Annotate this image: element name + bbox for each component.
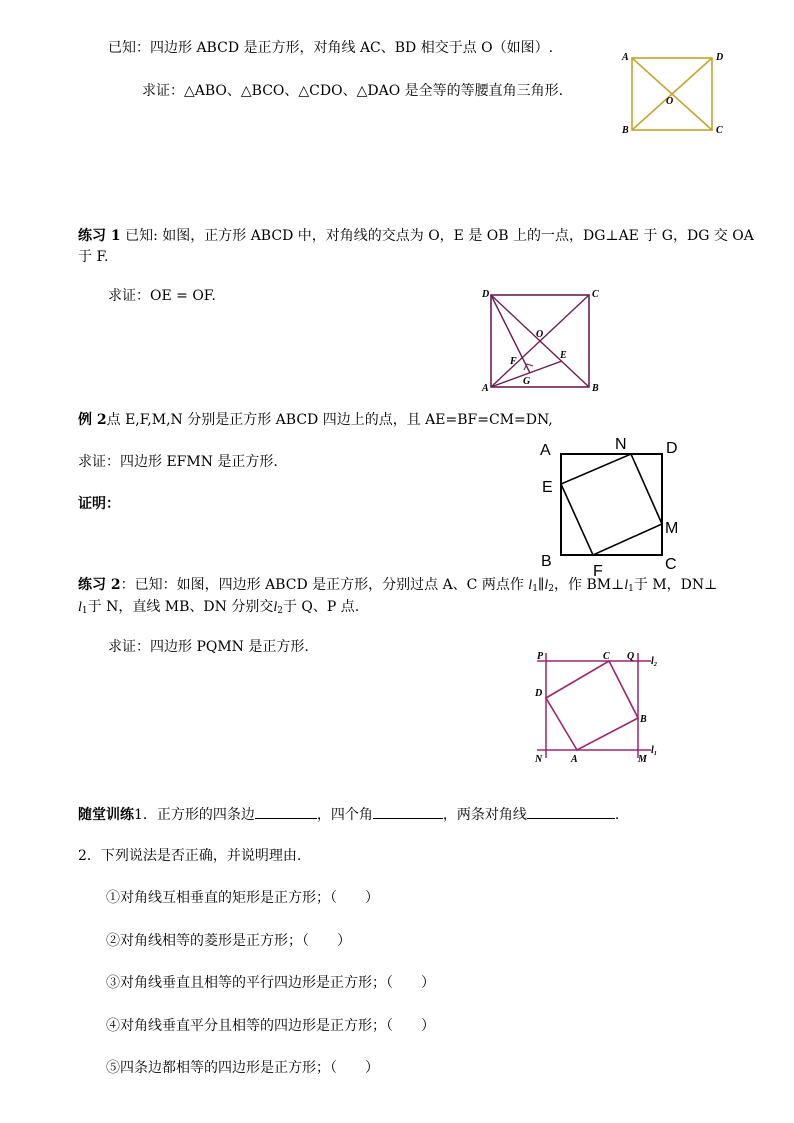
fig2-label-d: D bbox=[482, 289, 490, 300]
fig1-label-d: D bbox=[716, 52, 724, 63]
exercise1-prove: 求证：OE = OF. bbox=[108, 288, 216, 304]
practice-heading: 随堂训练 bbox=[78, 807, 134, 823]
fig3-label-m: M bbox=[665, 520, 679, 537]
exercise1-given: 已知: 如图，正方形 ABCD 中，对角线的交点为 O，E 是 OB 上的一点，DG⊥AE 于 G，DG 交 OA bbox=[125, 228, 754, 244]
exercise1-line2: 于 F. bbox=[78, 249, 109, 265]
example2-given: 点 E,F,M,N 分别是正方形 ABCD 四边上的点，且 AE=BF=CM=DN, bbox=[106, 412, 553, 428]
fig2-label-o: O bbox=[536, 329, 544, 340]
fig1-label-o: O bbox=[666, 96, 674, 107]
fig3-label-b: B bbox=[541, 553, 552, 570]
fig2-label-g: G bbox=[523, 376, 531, 387]
fig4-label-b: B bbox=[640, 714, 647, 725]
example2-prove: 求证：四边形 EFMN 是正方形. bbox=[78, 454, 278, 470]
practice-item-2: ②对角线相等的菱形是正方形；（ ） bbox=[106, 933, 351, 949]
fig4-label-a: A bbox=[571, 754, 578, 765]
fig4-label-p: P bbox=[537, 651, 544, 662]
example2-line1 bbox=[78, 411, 553, 429]
fig2-label-a: A bbox=[482, 383, 489, 394]
example2-proof: 证明： bbox=[78, 496, 120, 512]
fig1-label-b: B bbox=[622, 125, 629, 136]
exercise2-prove: 求证：四边形 PQMN 是正方形. bbox=[108, 639, 309, 655]
fig2-label-b: B bbox=[592, 383, 599, 394]
fig1-label-c: C bbox=[716, 125, 723, 136]
example2-heading: 例 2 bbox=[78, 412, 107, 428]
exercise2-heading: 练习 2 bbox=[78, 577, 121, 593]
fig3-label-f: F bbox=[593, 563, 603, 580]
practice-item-5: ⑤四条边都相等的四边形是正方形；（ ） bbox=[106, 1060, 379, 1076]
blank-sides bbox=[255, 805, 317, 819]
practice-q2: 2．下列说法是否正确，并说明理由. bbox=[78, 848, 302, 864]
exercise1-heading: 练习 1 bbox=[78, 228, 121, 244]
fig3-label-e: E bbox=[542, 479, 553, 496]
practice-item-4: ④对角线垂直平分且相等的四边形是正方形；（ ） bbox=[106, 1018, 435, 1034]
exercise2-line2: $l_1$于 N，直线 MB、DN 分别交$l_2$于 Q、P 点. bbox=[78, 599, 360, 616]
fig3-label-a: A bbox=[540, 442, 551, 459]
practice-item-3: ③对角线垂直且相等的平行四边形是正方形；（ ） bbox=[106, 975, 435, 991]
exercise1-line1 bbox=[78, 227, 754, 245]
fig2-label-e: E bbox=[560, 350, 567, 361]
fig4-label-l1: l₁ bbox=[651, 745, 658, 756]
practice-q1: 随堂训练1．正方形的四条边 ，四个角 ，两条对角线 . bbox=[78, 807, 620, 823]
exercise2-line1: 练习 2：已知：如图，四边形 ABCD 是正方形，分别过点 A、C 两点作 $l_1\parallel l_2$，作 $BM\perp l_1$于 M，DN⊥ bbox=[78, 577, 718, 594]
fig3-label-n: N bbox=[615, 436, 627, 453]
fig4-label-c: C bbox=[603, 651, 610, 662]
figure3-inscribed-square bbox=[536, 432, 686, 580]
example1-prove: 求证：△ABO、△BCO、△CDO、△DAO 是全等的等腰直角三角形. bbox=[142, 83, 564, 99]
fig2-label-c: C bbox=[592, 289, 599, 300]
fig1-label-a: A bbox=[622, 52, 629, 63]
fig2-label-f: F bbox=[510, 356, 517, 367]
figure2-square-perpendicular bbox=[478, 285, 608, 395]
example1-given: 已知：四边形 ABCD 是正方形，对角线 AC、BD 相交于点 O（如图）. bbox=[108, 40, 554, 56]
fig4-label-d: D bbox=[535, 688, 543, 699]
fig4-label-l2: l₂ bbox=[651, 656, 658, 667]
fig4-label-m: M bbox=[638, 754, 647, 765]
fig3-label-d: D bbox=[666, 440, 678, 457]
blank-diagonals bbox=[527, 805, 615, 819]
figure1-square-diagonals bbox=[620, 48, 730, 138]
fig4-label-n: N bbox=[535, 754, 543, 765]
practice-item-1: ①对角线互相垂直的矩形是正方形；（ ） bbox=[106, 890, 379, 906]
figure4-parallel-lines-square bbox=[533, 648, 673, 768]
fig4-label-q: Q bbox=[627, 651, 635, 662]
blank-angles bbox=[373, 805, 443, 819]
fig3-label-c: C bbox=[665, 556, 677, 573]
